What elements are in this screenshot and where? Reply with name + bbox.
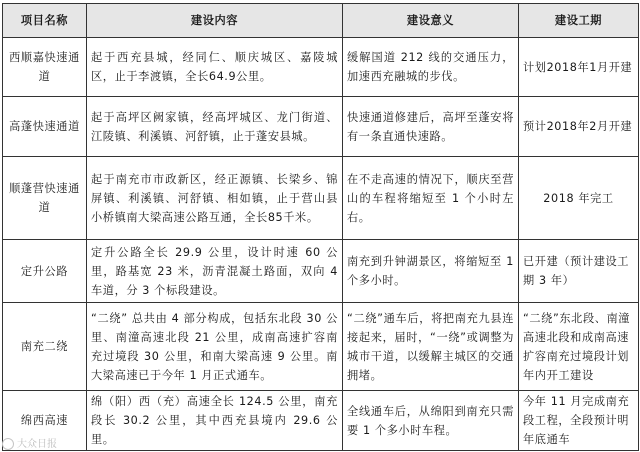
- project-content: 绵（阳）西（充）高速全长 124.5 公里，南充段长 30.2 公里，其中西充县境内 29.6 公里。: [87, 391, 343, 451]
- road-projects-table: [2, 3, 639, 451]
- header-project-name: 项目名称: [3, 4, 87, 38]
- project-name: 绵西高速: [3, 391, 87, 451]
- watermark-text: 大众日报: [17, 439, 57, 450]
- table-row: [3, 391, 639, 451]
- table-row: [3, 38, 639, 97]
- watermark: [2, 435, 57, 450]
- project-period: 2018 年完工: [519, 157, 639, 240]
- project-period: 预计2018年2月开建: [519, 97, 639, 157]
- table-row: [3, 240, 639, 303]
- project-name: 顺蓬营快速通道: [3, 157, 87, 240]
- project-period: “二绕”东北段、南潼高速北段和成南高速扩容南充过境段计划年内开工建设: [519, 303, 639, 391]
- project-name: 南充二绕: [3, 303, 87, 391]
- table-header-row: [3, 4, 639, 38]
- project-significance: 南充到升钟湖景区，将缩短至 1 个多小时。: [343, 240, 519, 303]
- project-significance: 缓解国道 212 线的交通压力，加速西充融城的步伐。: [343, 38, 519, 97]
- header-construction-significance: 建设意义: [343, 4, 519, 38]
- table-row: [3, 303, 639, 391]
- project-period: 今年 11 月完成南充段工程，全段预计明年底通车: [519, 391, 639, 451]
- project-significance: “二绕”通车后，将把南充九县连接起来，届时，“一绕”或调整为城市干道，以缓解主城区的交通拥堵。: [343, 303, 519, 391]
- project-content: “二绕” 总共由 4 部分构成，包括东北段 30 公里、南潼高速北段 21 公里，成南高速扩容南充过境段 30 公里，和南大梁高速 9 公里。南大梁高速已于今年 1 月正式通车。: [87, 303, 343, 391]
- project-name: 西顺嘉快速通道: [3, 38, 87, 97]
- project-name: 定升公路: [3, 240, 87, 303]
- header-construction-content: 建设内容: [87, 4, 343, 38]
- project-content: 起于高坪区阙家镇，经高坪城区、龙门街道、江陵镇、利溪镇、河舒镇，止于蓬安县城。: [87, 97, 343, 157]
- project-significance: 全线通车后，从绵阳到南充只需要 1 个多小时车程。: [343, 391, 519, 451]
- project-period: 已开建（预计建设工期 3 年）: [519, 240, 639, 303]
- header-construction-period: 建设工期: [519, 4, 639, 38]
- project-significance: 在不走高速的情况下，顺庆至营山的车程将缩短至 1 个小时左右。: [343, 157, 519, 240]
- project-content: 起于西充县城，经同仁、顺庆城区、嘉陵城区，止于李渡镇，全长64.9公里。: [87, 38, 343, 97]
- watermark-logo-icon: [2, 438, 14, 450]
- project-content: 定升公路全长 29.9 公里，设计时速 60 公里，路基宽 23 米，沥青混凝土路面，双向 4 车道，分 3 个标段建设。: [87, 240, 343, 303]
- project-period: 计划2018年1月开建: [519, 38, 639, 97]
- project-name: 高蓬快速通道: [3, 97, 87, 157]
- table-row: [3, 97, 639, 157]
- table-row: [3, 157, 639, 240]
- project-content: 起于南充市市政新区，经正源镇、长梁乡、锦屏镇、利溪镇、河舒镇、相如镇，止于营山县小桥镇南大梁高速公路互通，全长85千米。: [87, 157, 343, 240]
- project-significance: 快速通道修建后，高坪至蓬安将有一条直通快速路。: [343, 97, 519, 157]
